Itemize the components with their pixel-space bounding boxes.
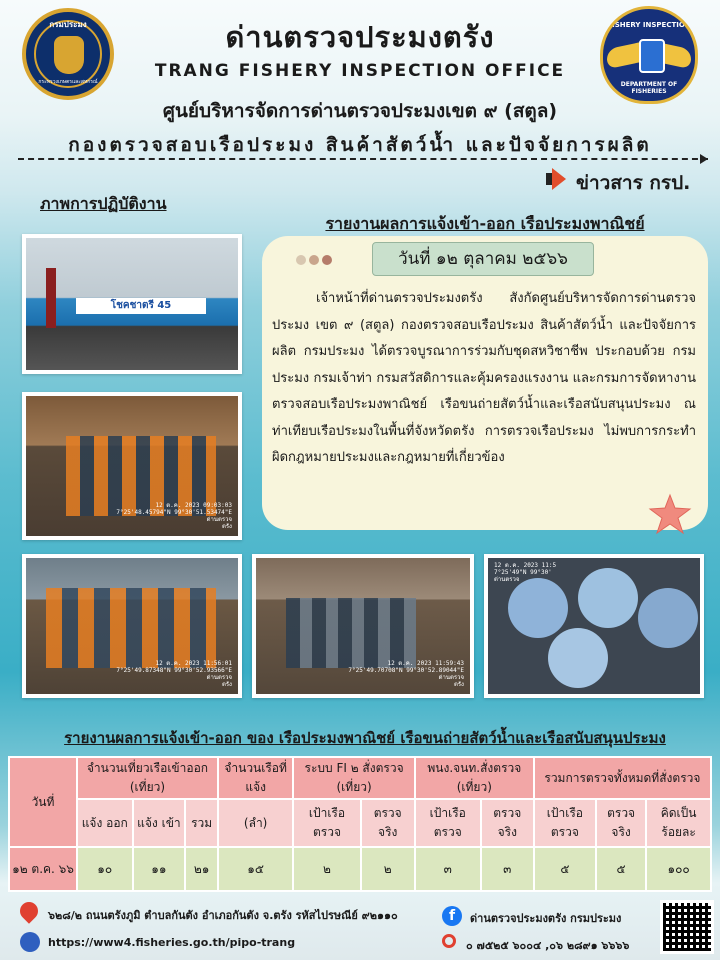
photo-timestamp: 12 ต.ค. 2023 11:56:01 7°25'49.87348"N 99°30'52.93566"E ด่านตรวจ ตรัง — [116, 660, 232, 688]
location-pin-icon — [16, 898, 41, 923]
row-cell: ๓ — [415, 847, 481, 891]
row-cell: ๕ — [534, 847, 596, 891]
footer-facebook[interactable]: ด่านตรวจประมงตรัง กรมประมง — [470, 912, 622, 925]
photos-section-title: ภาพการปฏิบัติงาน — [40, 194, 167, 213]
subheader-cell: เป้าเรือ ตรวจ — [534, 799, 596, 847]
table-header-row — [9, 757, 711, 799]
footer-address: ๖๒๘/๒ ถนนตรังภูมิ ตำบลกันตัง อำเภอกันตัง จ.ตรัง รหัสไปรษณีย์ ๙๒๑๑๐ — [48, 909, 398, 922]
photo-fish-tanks — [484, 554, 704, 698]
photo-timestamp: 12 ต.ค. 2023 09:03:03 7°25'48.45794"N 99°30'51.53474"E ด่านตรวจ ตรัง — [116, 502, 232, 530]
subheader-cell: ตรวจ จริง — [481, 799, 534, 847]
row-cell: ๑๕ — [218, 847, 293, 891]
logo-text-bottom: กระทรวงเกษตรและสหกรณ์ — [38, 79, 98, 85]
table-row — [9, 847, 711, 891]
table-title: รายงานผลการแจ้งเข้า-ออก ของ เรือประมงพาณิชย์ เรือขนถ่ายสัตว์น้ำและเรือสนับสนุนประมง — [64, 729, 666, 747]
report-table — [8, 756, 712, 892]
row-cell: ๕ — [596, 847, 646, 891]
page-title-english: TRANG FISHERY INSPECTION OFFICE — [154, 61, 566, 81]
photo-crew-2 — [22, 554, 242, 698]
logo-text-top: กรมประมง — [49, 20, 87, 29]
header-day: วันที่ — [9, 757, 77, 847]
header-trips: จำนวนเที่ยวเรือเข้าออก (เที่ยว) — [77, 757, 218, 799]
subheader-cell: เป้าเรือ ตรวจ — [415, 799, 481, 847]
fishery-inspection-logo — [590, 6, 708, 106]
header-officer: พนง.จนท.สั่งตรวจ (เที่ยว) — [415, 757, 534, 799]
table-subheader-row — [9, 799, 711, 847]
globe-icon — [20, 932, 40, 952]
photo-crew-1 — [22, 392, 242, 540]
subtitle-center: ศูนย์บริหารจัดการด่านตรวจประมงเขต ๙ (สตูล) — [162, 100, 558, 122]
report-section-title: รายงานผลการแจ้งเข้า-ออก เรือประมงพาณิชย์ — [325, 214, 645, 233]
photo-timestamp: 12 ต.ค. 2023 11:5 7°25'49"N 99°30' ด่านตรวจ — [494, 562, 557, 583]
photo-officers — [252, 554, 474, 698]
row-cell: ๒๑ — [185, 847, 218, 891]
subheader-cell: ตรวจ จริง — [596, 799, 646, 847]
starfish-icon — [648, 493, 692, 535]
subheader-cell: แจ้ง ออก — [77, 799, 133, 847]
divider-arrow — [700, 154, 708, 164]
card-dots — [296, 250, 335, 269]
page-title: ด่านตรวจประมงตรัง — [225, 20, 495, 54]
row-cell: ๒ — [361, 847, 415, 891]
header-fi2: ระบบ FI ๒ สั่งตรวจ (เที่ยว) — [293, 757, 414, 799]
footer-website[interactable]: https://www4.fisheries.go.th/pipo-trang — [48, 936, 296, 949]
qr-code[interactable] — [660, 900, 714, 954]
report-date: วันที่ ๑๒ ตุลาคม ๒๕๖๖ — [372, 242, 594, 276]
footer-phone: ๐ ๗๕๒๕ ๖๐๐๔ ,๐๖ ๒๘๙๑ ๖๖๖๖ — [466, 939, 630, 952]
boat-name: โชคชาตรี 45 — [76, 298, 206, 314]
subheader-cell: (ลำ) — [218, 799, 293, 847]
subtitle-division: กองตรวจสอบเรือประมง สินค้าสัตว์น้ำ และปัจจัยการผลิต — [68, 134, 652, 156]
subheader-cell: แจ้ง เข้า — [133, 799, 186, 847]
department-of-fisheries-logo — [22, 8, 114, 100]
news-label: ข่าวสาร กรป. — [576, 172, 691, 194]
facebook-icon[interactable]: f — [442, 906, 462, 926]
fishery-logo-text-bottom: DEPARTMENT OF FISHERIES — [620, 81, 678, 95]
subheader-cell: เป้าเรือ ตรวจ — [293, 799, 360, 847]
megaphone-icon — [540, 168, 566, 190]
row-day: ๑๒ ต.ค. ๖๖ — [9, 847, 77, 891]
phone-icon — [442, 934, 456, 948]
subheader-cell: รวม — [185, 799, 218, 847]
row-cell: ๑๐ — [77, 847, 133, 891]
fishery-logo-text-top: FISHERY INSPECTION — [607, 21, 691, 29]
row-cell: ๒ — [293, 847, 360, 891]
row-cell: ๑๑ — [133, 847, 186, 891]
header-total: รวมการตรวจทั้งหมดที่สั่งตรวจ — [534, 757, 711, 799]
header-divider — [18, 158, 708, 160]
subheader-cell: ตรวจ จริง — [361, 799, 415, 847]
subheader-cell: คิดเป็น ร้อยละ — [646, 799, 711, 847]
header-boats: จำนวนเรือที่แจ้ง — [218, 757, 293, 799]
report-body: เจ้าหน้าที่ด่านตรวจประมงตรัง สังกัดศูนย์บริหารจัดการด่านตรวจประมง เขต ๙ (สตูล) กองตรวจสอบเรือประมง สินค้าสัตว์น้ำ และปัจจัยการผลิต กรมประมง ได้ตรวจบูรณาการร่วมกับชุดสหวิชาชีพ ประกอบด้วย กรมประมง กรมเจ้าท่า กรมสวัสดิการและคุ้มครองแรงงาน และกรมการจัดหางาน ตรวจสอบเรือประมงพาณิชย์ เรือขนถ่ายสัตว์น้ำและเรือสนับสนุนประมง ณ ท่าเทียบเรือประมงในพื้นที่จังหวัดตรัง การตรวจเรือประมง ไม่พบการกระทำผิดกฎหมายประมงและกฎหมายที่เกี่ยวข้อง — [272, 291, 696, 465]
photo-boat — [22, 234, 242, 374]
photo-timestamp: 12 ต.ค. 2023 11:59:43 7°25'49.70708"N 99°30'52.89044"E ด่านตรวจ ตรัง — [348, 660, 464, 688]
row-cell: ๑๐๐ — [646, 847, 711, 891]
row-cell: ๓ — [481, 847, 534, 891]
